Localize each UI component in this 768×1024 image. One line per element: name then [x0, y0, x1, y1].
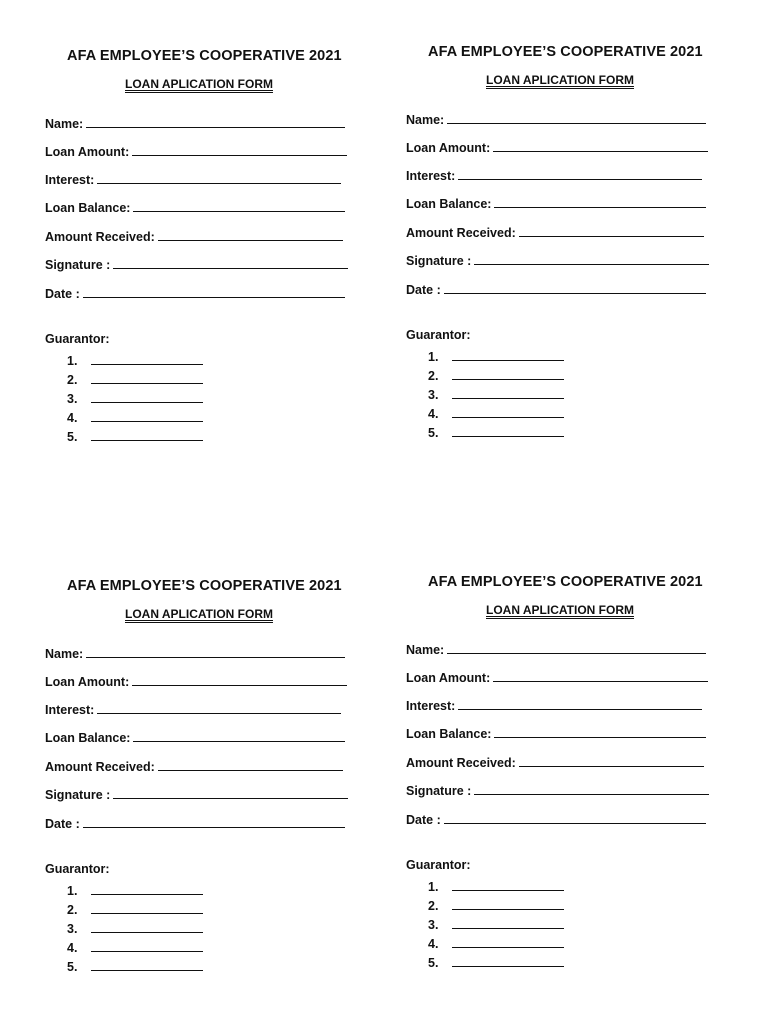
loan-form-4 [406, 574, 726, 994]
guarantor-input-line[interactable] [452, 934, 564, 948]
guarantor-number: 3. [67, 922, 78, 936]
field-input-line[interactable] [474, 781, 709, 795]
field-row-6 [45, 785, 348, 802]
guarantor-label: Guarantor: [406, 328, 471, 342]
guarantor-item [67, 919, 203, 936]
guarantor-label: Guarantor: [45, 332, 110, 346]
field-input-line[interactable] [458, 166, 702, 180]
field-label: Name: [45, 117, 84, 131]
guarantor-input-line[interactable] [91, 370, 203, 384]
field-input-line[interactable] [447, 110, 706, 124]
field-row-5 [406, 223, 704, 240]
loan-form-3 [45, 578, 365, 998]
guarantor-input-line[interactable] [452, 404, 564, 418]
guarantor-input-line[interactable] [452, 423, 564, 437]
guarantor-number: 4. [428, 407, 439, 421]
field-label: Interest: [45, 173, 95, 187]
field-label: Name: [406, 643, 445, 657]
field-input-line[interactable] [519, 223, 704, 237]
field-row-4 [406, 194, 706, 211]
field-label: Signature : [406, 784, 472, 798]
field-row-7 [45, 284, 345, 301]
guarantor-number: 5. [428, 956, 439, 970]
field-input-line[interactable] [113, 785, 348, 799]
field-input-line[interactable] [474, 251, 709, 265]
field-input-line[interactable] [132, 672, 347, 686]
field-label: Loan Balance: [45, 201, 131, 215]
field-row-2 [45, 142, 347, 159]
guarantor-item [67, 389, 203, 406]
guarantor-item [67, 351, 203, 368]
field-label: Loan Balance: [45, 731, 131, 745]
loan-form-2 [406, 44, 726, 464]
field-input-line[interactable] [444, 810, 706, 824]
guarantor-number: 5. [67, 430, 78, 444]
form-subtitle: LOAN APLICATION FORM [125, 77, 273, 91]
guarantor-label: Guarantor: [45, 862, 110, 876]
guarantor-input-line[interactable] [452, 877, 564, 891]
guarantor-item [67, 881, 203, 898]
field-input-line[interactable] [493, 668, 708, 682]
form-title: AFA EMPLOYEE’S COOPERATIVE 2021 [428, 574, 703, 590]
guarantor-input-line[interactable] [91, 389, 203, 403]
guarantor-number: 4. [67, 941, 78, 955]
guarantor-item [67, 900, 203, 917]
guarantor-input-line[interactable] [91, 957, 203, 971]
guarantor-item [428, 877, 564, 894]
field-label: Date : [406, 283, 441, 297]
field-row-2 [406, 138, 708, 155]
guarantor-input-line[interactable] [91, 351, 203, 365]
form-title: AFA EMPLOYEE’S COOPERATIVE 2021 [67, 48, 342, 64]
guarantor-input-line[interactable] [452, 915, 564, 929]
field-label: Name: [406, 113, 445, 127]
field-label: Signature : [45, 258, 111, 272]
field-row-6 [406, 781, 709, 798]
guarantor-number: 3. [428, 918, 439, 932]
field-row-4 [45, 198, 345, 215]
field-label: Loan Balance: [406, 727, 492, 741]
loan-form-1 [45, 48, 365, 468]
field-label: Amount Received: [45, 760, 155, 774]
guarantor-item [428, 404, 564, 421]
field-label: Loan Amount: [45, 675, 130, 689]
form-subtitle: LOAN APLICATION FORM [486, 73, 634, 87]
field-input-line[interactable] [158, 757, 343, 771]
field-label: Name: [45, 647, 84, 661]
field-label: Loan Amount: [406, 141, 491, 155]
field-label: Signature : [406, 254, 472, 268]
field-input-line[interactable] [519, 753, 704, 767]
guarantor-number: 1. [67, 884, 78, 898]
field-label: Interest: [406, 699, 456, 713]
field-row-4 [406, 724, 706, 741]
guarantor-item [428, 385, 564, 402]
guarantor-number: 1. [67, 354, 78, 368]
guarantor-input-line[interactable] [452, 385, 564, 399]
guarantor-input-line[interactable] [91, 900, 203, 914]
field-row-6 [406, 251, 709, 268]
field-row-3 [406, 166, 702, 183]
field-row-7 [406, 810, 706, 827]
guarantor-number: 2. [428, 899, 439, 913]
guarantor-input-line[interactable] [91, 408, 203, 422]
field-row-3 [45, 700, 341, 717]
form-subtitle: LOAN APLICATION FORM [125, 607, 273, 621]
field-row-4 [45, 728, 345, 745]
guarantor-item [428, 934, 564, 951]
field-input-line[interactable] [444, 280, 706, 294]
field-label: Loan Balance: [406, 197, 492, 211]
field-row-5 [406, 753, 704, 770]
guarantor-number: 2. [67, 903, 78, 917]
guarantor-input-line[interactable] [452, 347, 564, 361]
field-input-line[interactable] [447, 640, 706, 654]
field-row-3 [406, 696, 702, 713]
field-row-1 [45, 114, 345, 131]
field-input-line[interactable] [494, 724, 706, 738]
field-row-5 [45, 227, 343, 244]
field-row-1 [45, 644, 345, 661]
field-row-2 [406, 668, 708, 685]
guarantor-item [67, 427, 203, 444]
guarantor-number: 5. [428, 426, 439, 440]
field-row-1 [406, 640, 706, 657]
field-label: Date : [45, 287, 80, 301]
guarantor-input-line[interactable] [452, 366, 564, 380]
field-row-3 [45, 170, 341, 187]
guarantor-item [428, 915, 564, 932]
guarantor-number: 2. [67, 373, 78, 387]
guarantor-item [428, 896, 564, 913]
guarantor-number: 3. [428, 388, 439, 402]
field-input-line[interactable] [158, 227, 343, 241]
guarantor-number: 2. [428, 369, 439, 383]
field-input-line[interactable] [83, 814, 345, 828]
field-row-6 [45, 255, 348, 272]
field-input-line[interactable] [83, 284, 345, 298]
guarantor-item [428, 366, 564, 383]
field-label: Date : [45, 817, 80, 831]
guarantor-item [428, 423, 564, 440]
field-row-1 [406, 110, 706, 127]
guarantor-number: 1. [428, 880, 439, 894]
guarantor-input-line[interactable] [91, 427, 203, 441]
field-input-line[interactable] [458, 696, 702, 710]
guarantor-input-line[interactable] [452, 953, 564, 967]
field-input-line[interactable] [133, 198, 345, 212]
guarantor-number: 1. [428, 350, 439, 364]
guarantor-number: 3. [67, 392, 78, 406]
guarantor-item [428, 347, 564, 364]
field-input-line[interactable] [86, 114, 345, 128]
field-label: Amount Received: [45, 230, 155, 244]
guarantor-item [67, 957, 203, 974]
field-label: Interest: [406, 169, 456, 183]
field-label: Amount Received: [406, 226, 516, 240]
field-input-line[interactable] [132, 142, 347, 156]
field-label: Signature : [45, 788, 111, 802]
guarantor-input-line[interactable] [91, 919, 203, 933]
field-label: Loan Amount: [45, 145, 130, 159]
guarantor-input-line[interactable] [91, 938, 203, 952]
field-label: Loan Amount: [406, 671, 491, 685]
field-label: Interest: [45, 703, 95, 717]
field-input-line[interactable] [113, 255, 348, 269]
guarantor-item [67, 370, 203, 387]
field-row-5 [45, 757, 343, 774]
form-subtitle: LOAN APLICATION FORM [486, 603, 634, 617]
field-input-line[interactable] [133, 728, 345, 742]
guarantor-number: 4. [428, 937, 439, 951]
guarantor-item [67, 938, 203, 955]
field-input-line[interactable] [494, 194, 706, 208]
guarantor-item [428, 953, 564, 970]
guarantor-number: 5. [67, 960, 78, 974]
field-row-7 [406, 280, 706, 297]
form-title: AFA EMPLOYEE’S COOPERATIVE 2021 [67, 578, 342, 594]
field-label: Date : [406, 813, 441, 827]
field-row-7 [45, 814, 345, 831]
field-input-line[interactable] [493, 138, 708, 152]
field-input-line[interactable] [86, 644, 345, 658]
guarantor-label: Guarantor: [406, 858, 471, 872]
field-input-line[interactable] [97, 700, 341, 714]
guarantor-number: 4. [67, 411, 78, 425]
guarantor-input-line[interactable] [452, 896, 564, 910]
field-label: Amount Received: [406, 756, 516, 770]
field-input-line[interactable] [97, 170, 341, 184]
guarantor-input-line[interactable] [91, 881, 203, 895]
form-title: AFA EMPLOYEE’S COOPERATIVE 2021 [428, 44, 703, 60]
field-row-2 [45, 672, 347, 689]
guarantor-item [67, 408, 203, 425]
